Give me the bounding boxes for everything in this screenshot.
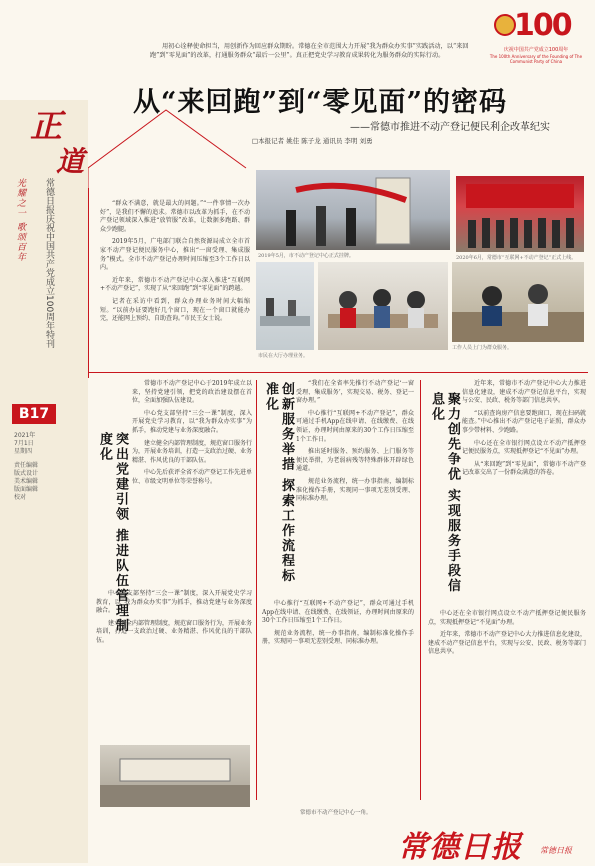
newspaper-masthead: 常德日报: [398, 830, 522, 865]
section-paragraph: 中心推行“互联网+不动产登记”，群众可通过手机App在线申请、在线缴费、在线领证，办理时间由原来的30个工作日压缩至1个工作日。: [262, 600, 414, 625]
editor-line: 版式设计: [14, 470, 39, 477]
section-2-body: [296, 380, 414, 508]
section-paragraph: 中心推行“互联网+不动产登记”，群众可通过手机App在线申请、在线缴费、在线领证，办理时间由原来的30个工作日压缩至1个工作日。: [296, 409, 414, 443]
intro-body-paragraph: 2019年5月，广电部门联合自然资源局成立全市首家不动产登记便民服务中心，推出“一窗受理、集成服务”模式。全市不动产登记办理时间压缩至3个工作日以内。: [100, 238, 250, 272]
anniversary-logo: [486, 8, 586, 68]
editor-line: 版面编辑: [14, 486, 39, 493]
section-paragraph: 近年来，常德市不动产登记中心大力推进信息化建设，建成不动产登记信息平台，实现与公安、民政、税务等部门信息共享。: [428, 631, 586, 656]
section-paragraph: 规范业务流程，统一办事指南，编制标准化操作手册，实现同一事项无差别受理、同标准办理。: [262, 629, 414, 646]
section-paragraph: 常德市不动产登记中心于2019年成立以来，坚持党建引领，把党的政治建设摆在首位，全面加强队伍建设。: [132, 380, 252, 405]
intro-body-paragraph: 近年来，常德市不动产登记中心深入推进“互联网+不动产登记”，实现了从“来回跑”到“零见面”的跨越。: [100, 276, 250, 293]
figure-caption: 常德市不动产登记中心一角。: [300, 810, 372, 816]
photo-door-service: [318, 262, 448, 350]
section-paragraph: 中心党支部坚持“三会一课”制度，深入开展党史学习教育，以“我为群众办实事”为抓手，推动党建与业务深度融合。: [96, 590, 252, 615]
photo-caption-3: 市民在大厅办理业务。: [258, 353, 309, 359]
column-title-2: 道: [56, 145, 85, 178]
photo-service-hall: [256, 262, 314, 350]
photo-hall-corner-image: [100, 745, 250, 807]
section-paragraph: 推出延时服务、预约服务、上门服务等便民举措，为老弱病残等特殊群体开辟绿色通道。: [296, 448, 414, 473]
section-3-body: [462, 380, 586, 482]
newspaper-masthead-small: 常德日报: [540, 846, 572, 855]
date-line: 星期四: [14, 448, 33, 455]
editor-line: 责任编辑: [14, 462, 39, 469]
intro-paragraph: 用初心诠释使命担当，用创新作为回应群众期盼。常德在全市范围大力开展“我为群众办实事”实践活动，以“来回跑”到“零见面”的改革，打通服务群众“最后一公里”。真正把党史学习教育成果转化为服务群众的实际行动。: [150, 43, 469, 59]
section-heading-3: 聚力创先争优 实现服务手段信息化: [429, 392, 460, 594]
photo-launch-event-image: [456, 176, 584, 252]
column-title-1: 正: [30, 107, 63, 145]
editor-line: 校对: [14, 494, 27, 501]
section-1-body: [132, 380, 252, 491]
page-dateline: [14, 432, 54, 456]
photo-plaque-ceremony: [256, 170, 450, 250]
article-subhead: ——常德市推进不动产登记便民利企改革纪实: [350, 122, 550, 133]
section-paragraph: “我们在全省率先推行不动产登记‘一窗受理、集成服务’，实现交易、税务、登记一窗办理。”: [296, 380, 414, 405]
anniversary-cn: 庆祝中国共产党成立100周年: [503, 47, 569, 53]
photo-counter-business-image: [452, 262, 584, 342]
section-paragraph: “以前查询房产信息要跑窗口，现在扫码就能查。”中心推出不动产登记电子证照，群众办事少带材料、少跑路。: [462, 409, 586, 434]
party-emblem-icon: [494, 14, 516, 36]
section-3-body-cont: [428, 610, 586, 661]
photo-caption-2: 2020年6月，常德市“互联网+不动产登记”正式上线。: [456, 255, 577, 261]
section-paragraph: 从“来回跑”到“零见面”，常德市不动产登记改革交出了一份群众满意的答卷。: [462, 460, 586, 477]
roof-divider: [88, 108, 248, 188]
section-paragraph: 建立健全内部管理制度，规范窗口服务行为，开展业务培训，打造一支政治过硬、业务精湛、作风优良的干部队伍。: [132, 439, 253, 464]
intro-body-paragraph: 记者在采访中看到，群众办理业务时间大幅缩短。“以前办证要跑好几个窗口，现在一个窗口就能办完，还能网上预约、自助查询。”市民王女士说。: [100, 297, 250, 323]
page-number: B17: [12, 404, 56, 424]
section-paragraph: 近年来，常德市不动产登记中心大力推进信息化建设，建成不动产登记信息平台，实现与公安、民政、税务等部门信息共享。: [462, 380, 586, 405]
article-headline: 从“来回跑”到“零见面”的密码: [132, 87, 508, 118]
column-series: 常德日报庆祝中国共产党成立100周年特刊: [44, 178, 54, 349]
photo-service-hall-image: [256, 262, 314, 350]
section-heading-1: 突出党建引领 推进队伍管理制度化: [97, 432, 128, 634]
section-paragraph: 规范业务流程，统一办事指南，编制标准化操作手册，实现同一事项无差别受理、同标准办理。: [296, 477, 414, 503]
intro-body-paragraph: “群众不满意，就是最大的问题。”“一件事情一次办好”，是我们不懈的追求。常德市以改革为抓手，在不动产登记领域深入推进“放管服”改革，让数据多跑路、群众少跑腿。: [100, 200, 250, 233]
column-divider: [420, 380, 421, 800]
photo-hall-corner: [100, 745, 250, 807]
section-paragraph: 建立健全内部管理制度，规范窗口服务行为，开展业务培训，打造一支政治过硬、业务精湛、作风优良的干部队伍。: [96, 619, 253, 644]
column-slogan: 光耀之一 歌颂百年: [15, 178, 25, 262]
section-1-body-cont: [96, 590, 252, 650]
section-2-body-cont: [262, 600, 414, 651]
photo-caption-4: 工作人员上门为群众服务。: [452, 345, 513, 351]
article-byline: □本报记者 姚佳 陈子龙 通讯员 李明 刘勇: [252, 137, 373, 145]
editor-line: 美术编辑: [14, 478, 39, 485]
section-paragraph: 中心先后获评全省不动产登记工作先进单位、市级文明单位等荣誉称号。: [132, 469, 253, 485]
section-paragraph: 中心还在全市银行网点设立不动产抵押登记便民服务点，实现抵押登记“不见面”办理。: [462, 439, 586, 456]
divider-line: [88, 188, 89, 378]
anniversary-number: 100: [514, 8, 571, 43]
section-heading-2: 创新服务举措 探索工作流程标准化: [263, 382, 294, 584]
photo-counter-business: [452, 262, 584, 342]
date-line: 2021年: [14, 432, 36, 439]
date-line: 7月1日: [14, 440, 34, 447]
section-paragraph: 中心党支部坚持“三会一课”制度，深入开展党史学习教育，以“我为群众办实事”为抓手，推动党建与业务深度融合。: [132, 409, 252, 434]
section-rule: [88, 372, 588, 373]
article-intro-body: [100, 200, 250, 328]
column-divider: [256, 380, 257, 800]
photo-plaque-ceremony-image: [256, 170, 450, 250]
section-paragraph: 中心还在全市银行网点设立不动产抵押登记便民服务点，实现抵押登记“不见面”办理。: [428, 610, 586, 626]
anniversary-en: The 100th Anniversary of the Founding of The Communist Party of China: [489, 54, 583, 64]
page-editors: [14, 462, 54, 502]
photo-launch-event: [456, 176, 584, 252]
photo-door-service-image: [318, 262, 448, 350]
photo-caption-1: 2019年5月，市不动产登记中心正式挂牌。: [258, 253, 354, 259]
